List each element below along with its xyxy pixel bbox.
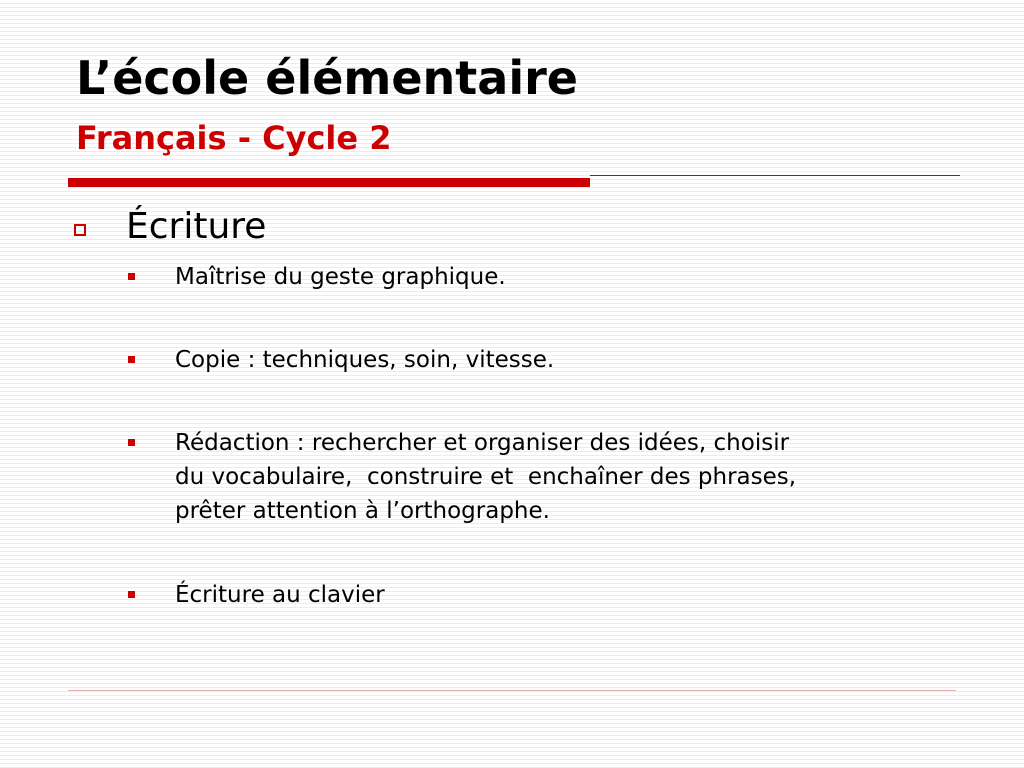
list-item: [128, 260, 958, 294]
list-item-text: Rédaction : rechercher et organiser des idées, choisir du vocabulaire, construire et enchaîner des phrases, prêter attention à l’orthographe.: [175, 430, 797, 524]
section-heading: [74, 202, 266, 252]
title-divider-thin: [590, 175, 960, 176]
slide-subtitle: Français - Cycle 2: [76, 119, 392, 157]
list-item: [128, 578, 958, 612]
hollow-square-bullet-icon: [74, 224, 86, 236]
list-item: [128, 426, 958, 528]
list-item-text: Copie : techniques, soin, vitesse.: [175, 347, 555, 373]
list-item-text: Maîtrise du geste graphique.: [175, 264, 506, 290]
section-heading-label: Écriture: [126, 206, 267, 247]
footer-divider: [68, 690, 956, 691]
square-bullet-icon: [128, 591, 135, 598]
square-bullet-icon: [128, 356, 135, 363]
list-item-text: Écriture au clavier: [175, 582, 385, 608]
slide-title: L’école élémentaire: [76, 51, 578, 105]
square-bullet-icon: [128, 273, 135, 280]
title-divider-thick: [68, 178, 590, 187]
list-item: [128, 343, 958, 377]
square-bullet-icon: [128, 439, 135, 446]
